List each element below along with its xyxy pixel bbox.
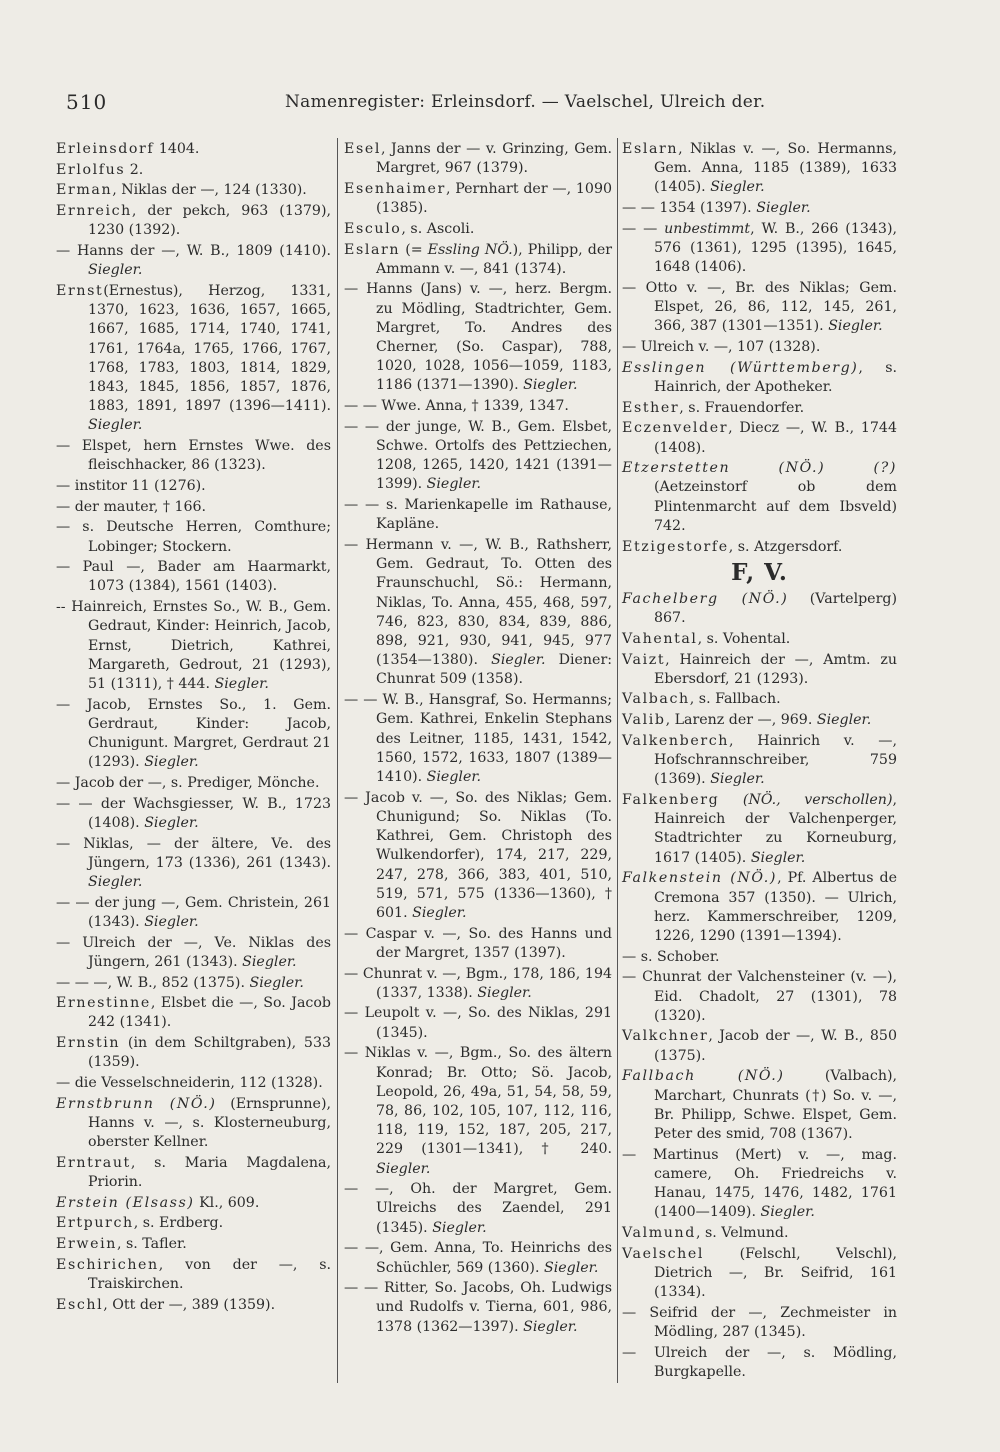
register-entry: [622, 459, 897, 536]
entry-text: ), Philipp, der Ammann v. —, 841 (1374).: [376, 241, 612, 277]
entry-text: , W. B., 266 (1343), 576 (1361), 1295 (1395), 1645, 1648 (1406).: [654, 220, 897, 276]
register-entry: [622, 140, 897, 198]
register-column-3: [622, 140, 897, 1384]
register-entry: [56, 518, 331, 556]
register-entry: [344, 925, 612, 963]
entry-lemma: Vahental: [622, 630, 698, 647]
register-entry: [622, 1344, 897, 1382]
siegler-note: Siegler.: [544, 1259, 599, 1276]
register-entry: [344, 1239, 612, 1277]
register-entry: [622, 1245, 897, 1303]
register-entry: [622, 948, 897, 967]
entry-text: , Diecz —, W. B., 1744 (1408).: [654, 420, 897, 456]
siegler-note: Siegler.: [523, 1318, 578, 1335]
entry-lemma: Ernestinne: [56, 995, 151, 1012]
entry-text: , s. Atzgersdorf.: [728, 538, 843, 555]
register-entry: [622, 968, 897, 1026]
entry-italic: Essling NÖ.: [427, 241, 513, 258]
siegler-note: Siegler.: [214, 675, 269, 692]
register-entry: [622, 538, 897, 557]
entry-text: , s. Ascoli.: [401, 220, 475, 237]
entry-lemma: Esther: [622, 399, 680, 416]
entry-lemma: Ernst: [56, 282, 104, 299]
entry-text: — Paul —, Bader am Haarmarkt, 1073 (1384), 1561 (1403).: [56, 559, 331, 595]
entry-text: , von der —, s. Traiskirchen.: [88, 1256, 331, 1293]
siegler-note: Siegler.: [432, 1219, 487, 1236]
register-entry: [56, 140, 331, 159]
entry-text: , s. Maria Magdalena, Priorin.: [88, 1154, 331, 1191]
siegler-note: Siegler.: [249, 974, 304, 991]
entry-text: — Niklas, — der ältere, Ve. des Jüngern, 173 (1336), 261 (1343).: [56, 835, 331, 871]
register-entry: [56, 894, 331, 932]
entry-lemma: Esslingen (Württemberg): [622, 359, 859, 376]
entry-lemma: Etzigestorfe: [622, 538, 729, 555]
entry-text: — Jacob v. —, So. des Niklas; Gem. Chunigund; So. Niklas (To. Kathrei, Gem. Christoph des Wulkendorfer), 174, 217, 229, 247, 278, 366, 383, 401, 510, 519, 571, 575 (1336—1360), † 601.: [344, 789, 612, 921]
entry-text: — — s. Marienkapelle im Rathause, Kapläne.: [344, 497, 612, 533]
entry-text: — Ulreich v. —, 107 (1328).: [622, 339, 821, 356]
register-entry: [622, 791, 897, 868]
entry-lemma: Ertpurch: [56, 1215, 134, 1232]
register-entry: [344, 180, 612, 218]
entry-text: , der pekch, 963 (1379), 1230 (1392).: [88, 203, 331, 239]
entry-text: , s. Vohental.: [697, 630, 791, 647]
entry-text: , s. Fallbach.: [689, 691, 781, 708]
register-entry: [56, 202, 331, 240]
register-entry: [56, 1235, 331, 1254]
register-entry: [344, 241, 612, 279]
register-entry: [56, 161, 331, 180]
siegler-note: Siegler.: [750, 849, 806, 866]
entry-lemma: Eslarn: [622, 141, 679, 157]
entry-text: , Hainrich v. —, Hofschrannschreiber, 759 (1369).: [654, 732, 897, 788]
register-entry: [622, 220, 897, 278]
entry-lemma: Falkenberg: [622, 792, 720, 808]
siegler-note: Siegler.: [828, 318, 883, 335]
register-entry: [344, 1180, 612, 1238]
register-entry: [56, 282, 331, 436]
entry-text: — Seifrid der —, Zechmeister in Mödling, 287 (1345).: [622, 1304, 897, 1340]
entry-text: , s. Erdberg.: [133, 1215, 224, 1232]
entry-lemma: Erntraut: [56, 1154, 131, 1171]
register-entry: [56, 181, 331, 200]
entry-lemma: Esel: [344, 141, 381, 157]
entry-text: — Ulreich der —, s. Mödling, Burgkapelle.: [622, 1344, 897, 1380]
entry-text: (in dem Schiltgraben), 533 (1359).: [88, 1035, 331, 1071]
entry-text: — — Ritter, So. Jacobs, Oh. Ludwigs und Rudolfs v. Tierna, 601, 986, 1378 (1362—1397).: [344, 1280, 612, 1335]
entry-text: [719, 792, 743, 808]
entry-text: — Hanns (Jans) v. —, herz. Bergm. zu Mödling, Stadtrichter, Gem. Margret, To. Andres des Cherner, (So. Caspar), 788, 1020, 1028, 1056—1059, 1183, 1186 (1371—1390).: [344, 281, 612, 394]
entry-text: — — —, W. B., 852 (1375).: [56, 974, 245, 991]
entry-lemma: Erstein (Elsass): [56, 1194, 195, 1211]
register-entry: [56, 1296, 331, 1315]
entry-lemma: Erleinsdorf: [56, 141, 155, 157]
entry-text: , s. Tafler.: [116, 1236, 187, 1253]
entry-text: — Hermann v. —, W. B., Rathsherr, Gem. Gedraut, To. Otten des Fraunschuchl, Sö.: Hermann, Niklas, To. Anna, 455, 468, 597, 746, 823, 830, 834, 839, 886, 898, 921, 930, 941, 945, 977 (1354—1380).: [344, 537, 612, 669]
register-entry: [56, 1034, 331, 1072]
entry-text: — Chunrat v. —, Bgm., 178, 186, 194 (1337, 1338).: [344, 965, 612, 1001]
siegler-note: Siegler.: [491, 652, 546, 669]
entry-text: — Ulreich der —, Ve. Niklas des Jüngern, 261 (1343).: [56, 934, 331, 970]
entry-text: — die Vesselschneiderin, 112 (1328).: [56, 1075, 323, 1092]
entry-lemma: Esenhaimer: [344, 180, 446, 197]
register-entry: [56, 477, 331, 496]
register-entry: [622, 1067, 897, 1144]
entry-text: — —, Oh. der Margret, Gem. Ulreichs des Zaendel, 291 (1345).: [344, 1181, 612, 1236]
entry-text: — — der Wachsgiesser, W. B., 1723 (1408).: [56, 795, 331, 831]
column-rule-right: [617, 138, 618, 1383]
entry-text: (Ernsprunne), Hanns v. —, s. Klosterneuburg, oberster Kellner.: [88, 1095, 331, 1151]
entry-lemma: Eczenvelder: [622, 420, 729, 437]
running-head: Namenregister: Erleinsdorf. — Vaelschel, Ulreich der.: [285, 92, 766, 112]
entry-text: (Aetzeinstorf ob dem Plintenmarcht auf dem Ibsveld) 742.: [654, 479, 897, 534]
siegler-note: Siegler.: [242, 953, 297, 970]
entry-text: — — W. B., Hansgraf, So. Hermanns; Gem. Kathrei, Enkelin Stephans des Leitner, 1185, 1431, 1542, 1560, 1572, 1633, 1807 (1389—1410).: [344, 692, 612, 785]
register-entry: [622, 630, 897, 649]
entry-lemma: Erman: [56, 182, 113, 199]
register-entry: [56, 994, 331, 1032]
entry-text: Diener: Chunrat 509 (1358).: [376, 652, 612, 688]
register-entry: [56, 598, 331, 694]
entry-text: — Elspet, hern Ernstes Wwe. des fleischhacker, 86 (1323).: [56, 438, 331, 474]
entry-text: , s. Frauendorfer.: [679, 399, 805, 416]
entry-lemma: Vaizt: [622, 651, 666, 668]
entry-text: , Ott der —, 389 (1359).: [103, 1296, 276, 1313]
entry-lemma: Etzerstetten (NÖ.) (?): [622, 460, 897, 477]
entry-text: , Janns der — v. Grinzing, Gem. Margret, 967 (1379).: [376, 141, 612, 177]
entry-lemma: Valib: [622, 712, 666, 729]
entry-text: — Hanns der —, W. B., 1809 (1410).: [56, 243, 331, 260]
entry-text: 1404.: [154, 141, 200, 157]
entry-lemma: Valbach: [622, 691, 690, 708]
register-entry: [622, 199, 897, 218]
register-entry: [344, 536, 612, 690]
entry-lemma: Fachelberg (NÖ.): [622, 590, 789, 607]
entry-text: , Hainreich der —, Amtm. zu Ebersdorf, 21 (1293).: [654, 651, 897, 687]
entry-text: , Niklas der —, 124 (1330).: [112, 182, 307, 199]
entry-lemma: Fallbach (NÖ.): [622, 1068, 785, 1085]
siegler-note: Siegler.: [426, 769, 482, 785]
register-column-2: [344, 140, 612, 1338]
entry-lemma: Ernreich: [56, 203, 132, 220]
entry-text: — Otto v. —, Br. des Niklas; Gem. Elspet, 26, 86, 112, 145, 261, 366, 387 (1301—1351).: [622, 279, 897, 335]
register-entry: [622, 1027, 897, 1065]
page-number: 510: [66, 90, 108, 114]
register-entry: [56, 934, 331, 972]
register-entry: [622, 711, 897, 730]
entry-italic: unbestimmt: [664, 220, 751, 237]
register-entry: [344, 140, 612, 178]
register-entry: [344, 1004, 612, 1042]
register-entry: [622, 690, 897, 709]
entry-text: — der mauter, † 166.: [56, 498, 207, 515]
register-entry: [56, 1154, 331, 1192]
entry-text: , Elsbet die —, So. Jacob 242 (1341).: [88, 995, 331, 1031]
siegler-note: Siegler.: [710, 771, 765, 788]
entry-lemma: Valmund: [622, 1224, 696, 1241]
register-entry: [344, 220, 612, 239]
register-entry: [622, 651, 897, 689]
entry-text: — Jacob der —, s. Prediger, Mönche.: [56, 775, 320, 791]
siegler-note: Siegler.: [88, 262, 143, 279]
register-entry: [344, 789, 612, 923]
siegler-note: Siegler.: [88, 874, 143, 891]
entry-text: — institor 11 (1276).: [56, 477, 206, 494]
entry-lemma: Erwein: [56, 1236, 117, 1253]
register-entry: [344, 280, 612, 395]
entry-text: , s. Velmund.: [695, 1224, 789, 1241]
register-entry: [56, 1214, 331, 1233]
register-entry: [56, 974, 331, 993]
entry-text: — Caspar v. —, So. des Hanns und der Margret, 1357 (1397).: [344, 925, 612, 961]
entry-lemma: Ernstin: [56, 1035, 121, 1052]
entry-lemma: Eschl: [56, 1296, 104, 1313]
entry-text: — —, Gem. Anna, To. Heinrichs des Schüchler, 569 (1360).: [344, 1240, 612, 1276]
entry-text: -- Hainreich, Ernstes So., W. B., Gem. Gedraut, Kinder: Heinrich, Jacob, Ernst, Dietrich, Kathrei, Margareth, Gedrout, 21 (1293), 51 (1311), † 444.: [56, 599, 331, 692]
register-entry: [56, 696, 331, 773]
register-entry: [622, 1146, 897, 1223]
entry-text: , Larenz der —, 969.: [665, 712, 813, 729]
entry-text: — — der jung —, Gem. Christein, 261 (1343).: [56, 894, 331, 930]
entry-lemma: Eschirichen: [56, 1256, 159, 1273]
register-entry: [622, 1224, 897, 1243]
siegler-note: Siegler.: [144, 913, 199, 930]
entry-text: (=: [400, 241, 428, 258]
entry-italic: (NÖ., verschollen): [742, 792, 893, 808]
register-entry: [56, 242, 331, 280]
register-entry: [622, 399, 897, 418]
entry-text: , Niklas v. —, So. Hermanns, Gem. Anna, 1185 (1389), 1633 (1405).: [654, 141, 897, 196]
entry-text: — —: [622, 220, 665, 237]
entry-lemma: Eslarn: [344, 241, 401, 258]
entry-text: — s. Schober.: [622, 948, 720, 965]
entry-lemma: Valkchner: [622, 1028, 709, 1045]
register-entry: [622, 1304, 897, 1342]
entry-text: — s. Deutsche Herren, Comthure; Lobinger; Stockern.: [56, 519, 331, 555]
entry-lemma: Valkenberch: [622, 732, 730, 749]
register-entry: [56, 498, 331, 517]
entry-lemma: Erlolfus: [56, 161, 126, 178]
siegler-note: Siegler.: [816, 712, 872, 729]
entry-text: (Felschl, Velschl), Dietrich —, Br. Seifrid, 161 (1334).: [654, 1245, 897, 1301]
siegler-note: Siegler.: [412, 904, 467, 921]
entry-lemma: Falkenstein (NÖ.): [622, 870, 778, 887]
register-entry: [622, 732, 897, 790]
entry-text: , Jacob der —, W. B., 850 (1375).: [654, 1028, 897, 1064]
register-entry: [56, 1074, 331, 1093]
register-entry: [56, 795, 331, 833]
entry-text: — Chunrat der Valchensteiner (v. —), Eid. Chadolt, 27 (1301), 78 (1320).: [622, 969, 897, 1024]
register-entry: [344, 1044, 612, 1178]
entry-lemma: Esculo: [344, 220, 402, 237]
siegler-note: Siegler.: [144, 814, 199, 831]
register-entry: [56, 558, 331, 596]
register-entry: [622, 279, 897, 337]
register-entry: [622, 338, 897, 357]
siegler-note: Siegler.: [426, 476, 482, 493]
entry-text: (Vartelperg) 867.: [654, 590, 897, 627]
siegler-note: Siegler.: [760, 1204, 815, 1221]
siegler-note: Siegler.: [376, 1160, 431, 1177]
entry-text: , s. Hainrich, der Apotheker.: [654, 359, 897, 395]
column-rule-left: [337, 138, 338, 1383]
register-entry: [56, 1194, 331, 1213]
entry-text: , Hainreich der Valchenperger, Stadtrichter zu Korneuburg, 1617 (1405).: [654, 792, 897, 866]
register-entry: [56, 1256, 331, 1294]
register-entry: [622, 869, 897, 946]
entry-text: — Leupolt v. —, So. des Niklas, 291 (1345).: [344, 1005, 612, 1041]
entry-lemma: Ernstbrunn (NÖ.): [56, 1095, 217, 1112]
siegler-note: Siegler.: [88, 417, 143, 434]
register-entry: [56, 774, 331, 793]
entry-text: — Martinus (Mert) v. —, mag. camere, Oh. Friedreichs v. Hanau, 1475, 1476, 1482, 1761 (1400—1409).: [622, 1146, 897, 1221]
register-entry: [344, 496, 612, 534]
entry-text: — — Wwe. Anna, † 1339, 1347.: [344, 398, 569, 415]
register-column-1: [56, 140, 331, 1316]
register-entry: [344, 1279, 612, 1337]
register-entry: [344, 965, 612, 1003]
entry-lemma: Vaelschel: [622, 1245, 705, 1262]
register-entry: [344, 397, 612, 416]
section-heading: F, V.: [731, 558, 788, 586]
register-entry: [622, 590, 897, 628]
entry-text: — — 1354 (1397).: [622, 200, 752, 217]
entry-text: 2.: [125, 161, 144, 178]
entry-text: — — der junge, W. B., Gem. Elsbet, Schwe. Ortolfs des Pettziechen, 1208, 1265, 1420, 1421 (1391—1399).: [344, 418, 612, 493]
entry-text: (Valbach), Marchart, Chunrats (†) So. v. —, Br. Philipp, Schwe. Elspet, Gem. Peter des smid, 708 (1367).: [654, 1068, 897, 1142]
siegler-note: Siegler.: [144, 754, 199, 771]
register-entry: [56, 1095, 331, 1153]
entry-text: — Jacob, Ernstes So., 1. Gem. Gerdraut, Kinder: Jacob, Chunigunt. Margret, Gerdraut 21 (1293).: [56, 696, 331, 771]
siegler-note: Siegler.: [756, 200, 811, 217]
register-entry: [622, 359, 897, 397]
register-entry: [56, 835, 331, 893]
register-entry: [56, 437, 331, 475]
register-entry: [344, 691, 612, 787]
entry-text: — Niklas v. —, Bgm., So. des ältern Konrad; Br. Otto; Sö. Jacob, Leopold, 26, 49a, 51, 54, 58, 59, 78, 86, 102, 105, 107, 112, 116, 118, 119, 152, 187, 205, 217, 229 (1301—1341), † 240.: [344, 1045, 612, 1158]
entry-text: (Ernestus), Herzog, 1331, 1370, 1623, 1636, 1657, 1665, 1667, 1685, 1714, 1740, 1741, 1761, 1764a, 1765, 1766, 1767, 1768, 1783, 1803, 1814, 1829, 1843, 1845, 1856, 1857, 1876, 1883, 1891, 1897 (1396—1411).: [88, 282, 331, 415]
entry-text: , Pernhart der —, 1090 (1385).: [376, 180, 612, 217]
entry-text: , Pf. Albertus de Cremona 357 (1350). — Ulrich, herz. Kammerschreiber, 1209, 1226, 1290 (1391—1394).: [654, 870, 897, 944]
siegler-note: Siegler.: [710, 179, 765, 196]
register-entry: [344, 418, 612, 495]
siegler-note: Siegler.: [477, 984, 532, 1001]
register-entry: [622, 419, 897, 457]
entry-text: Kl., 609.: [194, 1194, 260, 1211]
siegler-note: Siegler.: [523, 377, 578, 394]
